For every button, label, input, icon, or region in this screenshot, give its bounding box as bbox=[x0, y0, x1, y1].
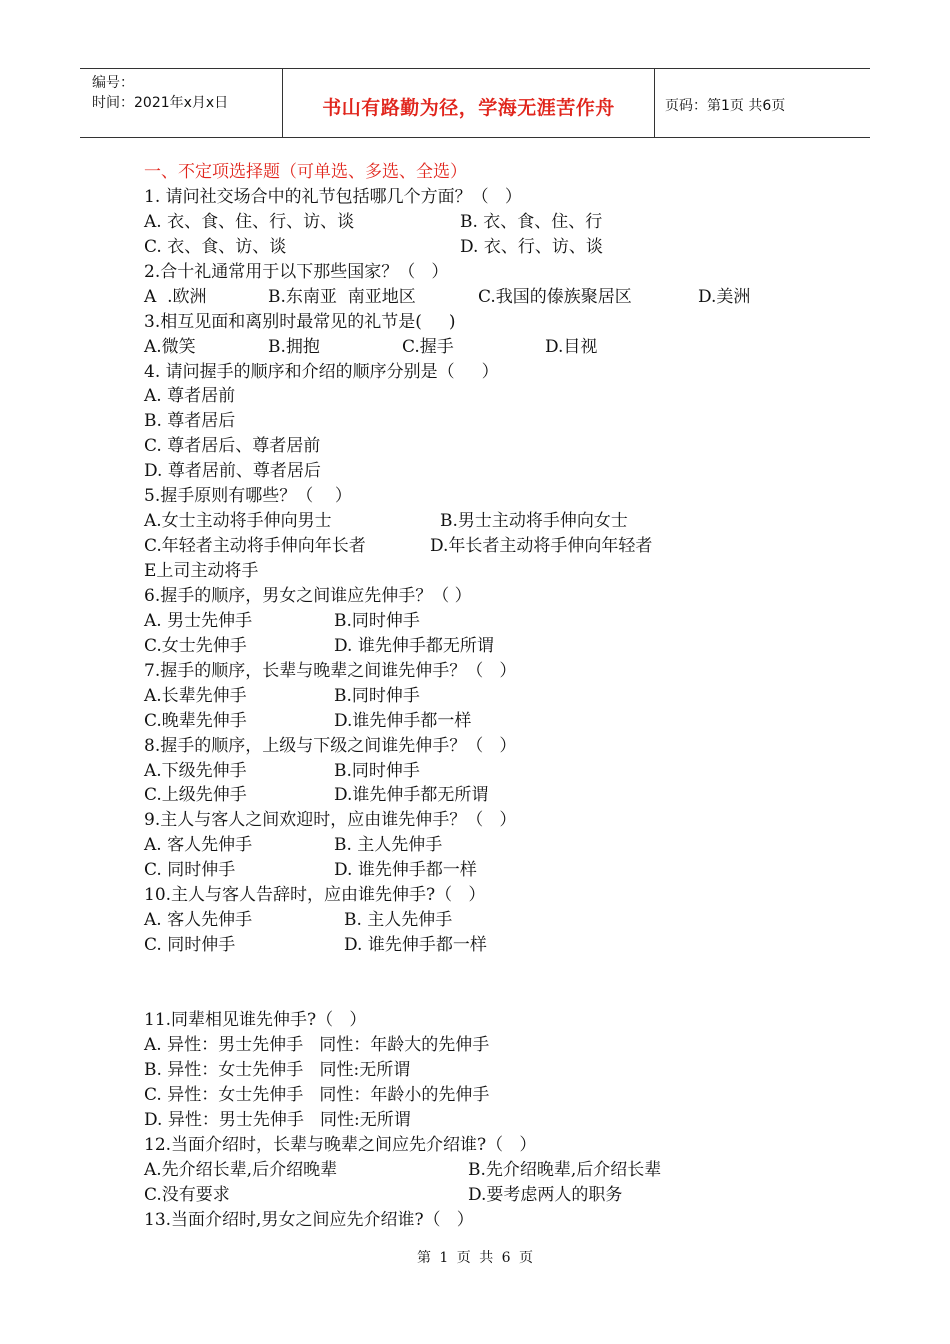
option: A .欧洲 bbox=[144, 286, 207, 307]
option: C.上级先伸手 bbox=[144, 785, 247, 806]
page-info: 页码：第1页 共6页 bbox=[665, 98, 786, 114]
option: B.先介绍晚辈,后介绍长辈 bbox=[468, 1159, 662, 1180]
question-stem: 2.合十礼通常用于以下那些国家？（ ） bbox=[144, 261, 449, 282]
option: C. 衣、食、访、谈 bbox=[144, 236, 287, 257]
option: B.同时伸手 bbox=[334, 610, 420, 631]
option-row bbox=[144, 235, 864, 260]
question-stem: 3.相互见面和离别时最常见的礼节是( ) bbox=[144, 311, 456, 332]
option: C.握手 bbox=[402, 336, 454, 357]
option-row bbox=[144, 335, 864, 360]
question-stem: 7.握手的顺序，长辈与晚辈之间谁先伸手？（ ） bbox=[144, 660, 517, 681]
option: C.晚辈先伸手 bbox=[144, 710, 247, 731]
option: B. 主人先伸手 bbox=[334, 835, 443, 856]
header-motto-cell bbox=[283, 69, 655, 137]
option: A. 男士先伸手 bbox=[144, 610, 253, 631]
option: B. 尊者居后 bbox=[144, 411, 236, 432]
option: D. 衣、行、访、谈 bbox=[460, 236, 603, 257]
option: D.目视 bbox=[545, 336, 598, 357]
option: A.先介绍长辈,后介绍晚辈 bbox=[144, 1159, 338, 1180]
option: C.没有要求 bbox=[144, 1184, 230, 1205]
option: C. 异性：女士先伸手 同性：年龄小的先伸手 bbox=[144, 1084, 490, 1105]
option: B.同时伸手 bbox=[334, 760, 420, 781]
option-row bbox=[144, 908, 864, 933]
option: D. 谁先伸手都一样 bbox=[344, 935, 487, 956]
option-row bbox=[144, 783, 864, 808]
blank-space bbox=[144, 958, 864, 1008]
option: A.下级先伸手 bbox=[144, 760, 247, 781]
option: D. 谁先伸手都无所谓 bbox=[334, 635, 494, 656]
option: A.女士主动将手伸向男士 bbox=[144, 511, 332, 532]
option-row bbox=[144, 684, 864, 709]
question-stem: 10.主人与客人告辞时，应由谁先伸手?（ ） bbox=[144, 885, 486, 906]
option: B. 异性：女士先伸手 同性:无所谓 bbox=[144, 1059, 411, 1080]
option-row bbox=[144, 210, 864, 235]
option: D.年长者主动将手伸向年轻者 bbox=[430, 536, 653, 557]
section-title: 一、不定项选择题（可单选、多选、全选） bbox=[144, 162, 467, 182]
question-stem: 13.当面介绍时,男女之间应先介绍谁?（ ） bbox=[144, 1209, 474, 1230]
number-label: 编号： bbox=[92, 75, 134, 91]
question-stem: 4. 请问握手的顺序和介绍的顺序分别是（ ） bbox=[144, 361, 499, 382]
option: D.谁先伸手都一样 bbox=[334, 710, 472, 731]
option: A.长辈先伸手 bbox=[144, 685, 247, 706]
option: A. 衣、食、住、行、访、谈 bbox=[144, 211, 355, 232]
date-line: 时间：2021年x月x日 bbox=[92, 95, 229, 111]
question-stem: 1. 请问社交场合中的礼节包括哪几个方面？（ ） bbox=[144, 186, 522, 207]
option: C.女士先伸手 bbox=[144, 635, 247, 656]
option: B.拥抱 bbox=[268, 336, 320, 357]
option-row bbox=[144, 933, 864, 958]
page-footer: 第 1 页 共 6 页 bbox=[416, 1250, 534, 1266]
option: A. 客人先伸手 bbox=[144, 910, 253, 931]
option: C. 同时伸手 bbox=[144, 860, 236, 881]
option: B. 主人先伸手 bbox=[344, 910, 453, 931]
option-row bbox=[144, 858, 864, 883]
question-stem: 11.同辈相见谁先伸手?（ ） bbox=[144, 1010, 367, 1030]
option: B. 衣、食、住、行 bbox=[460, 211, 603, 232]
option: D. 尊者居前、尊者居后 bbox=[144, 461, 321, 482]
question-stem: 9.主人与客人之间欢迎时，应由谁先伸手？（ ） bbox=[144, 810, 517, 831]
option: D.要考虑两人的职务 bbox=[468, 1184, 623, 1205]
question-stem: 12.当面介绍时，长辈与晚辈之间应先介绍谁?（ ） bbox=[144, 1134, 537, 1155]
question-stem: 5.握手原则有哪些？（ ） bbox=[144, 486, 352, 507]
option-row bbox=[144, 833, 864, 858]
header-meta-cell bbox=[80, 69, 283, 137]
option: D.谁先伸手都无所谓 bbox=[334, 785, 489, 806]
option-row bbox=[144, 509, 864, 534]
option-row bbox=[144, 1183, 864, 1208]
option: A. 异性：男士先伸手 同性：年龄大的先伸手 bbox=[144, 1034, 490, 1055]
option: B.男士主动将手伸向女士 bbox=[440, 511, 628, 532]
document-header bbox=[80, 68, 870, 138]
option: E上司主动将手 bbox=[144, 561, 259, 581]
option: D. 异性：男士先伸手 同性:无所谓 bbox=[144, 1109, 411, 1130]
option-row bbox=[144, 1158, 864, 1183]
question-stem: 8.握手的顺序，上级与下级之间谁先伸手？（ ） bbox=[144, 735, 517, 756]
question-list bbox=[144, 160, 864, 1232]
option: A.微笑 bbox=[144, 336, 196, 357]
option: B.东南亚 南亚地区 bbox=[268, 286, 416, 307]
option: C. 同时伸手 bbox=[144, 935, 236, 956]
option-row bbox=[144, 285, 864, 310]
option-row bbox=[144, 759, 864, 784]
header-page-cell bbox=[655, 69, 870, 137]
option: C. 尊者居后、尊者居前 bbox=[144, 436, 321, 457]
option: A. 尊者居前 bbox=[144, 386, 236, 407]
option: A. 客人先伸手 bbox=[144, 835, 253, 856]
option: D. 谁先伸手都一样 bbox=[334, 860, 477, 881]
option-row bbox=[144, 709, 864, 734]
option: D.美洲 bbox=[698, 286, 751, 307]
option: B.同时伸手 bbox=[334, 685, 420, 706]
question-stem: 6.握手的顺序，男女之间谁应先伸手？（ ） bbox=[144, 585, 472, 606]
option-row bbox=[144, 634, 864, 659]
option-row bbox=[144, 609, 864, 634]
option: C.我国的傣族聚居区 bbox=[478, 286, 632, 307]
option: C.年轻者主动将手伸向年长者 bbox=[144, 536, 366, 557]
option-row bbox=[144, 534, 864, 559]
motto: 书山有路勤为径，学海无涯苦作舟 bbox=[322, 97, 615, 119]
